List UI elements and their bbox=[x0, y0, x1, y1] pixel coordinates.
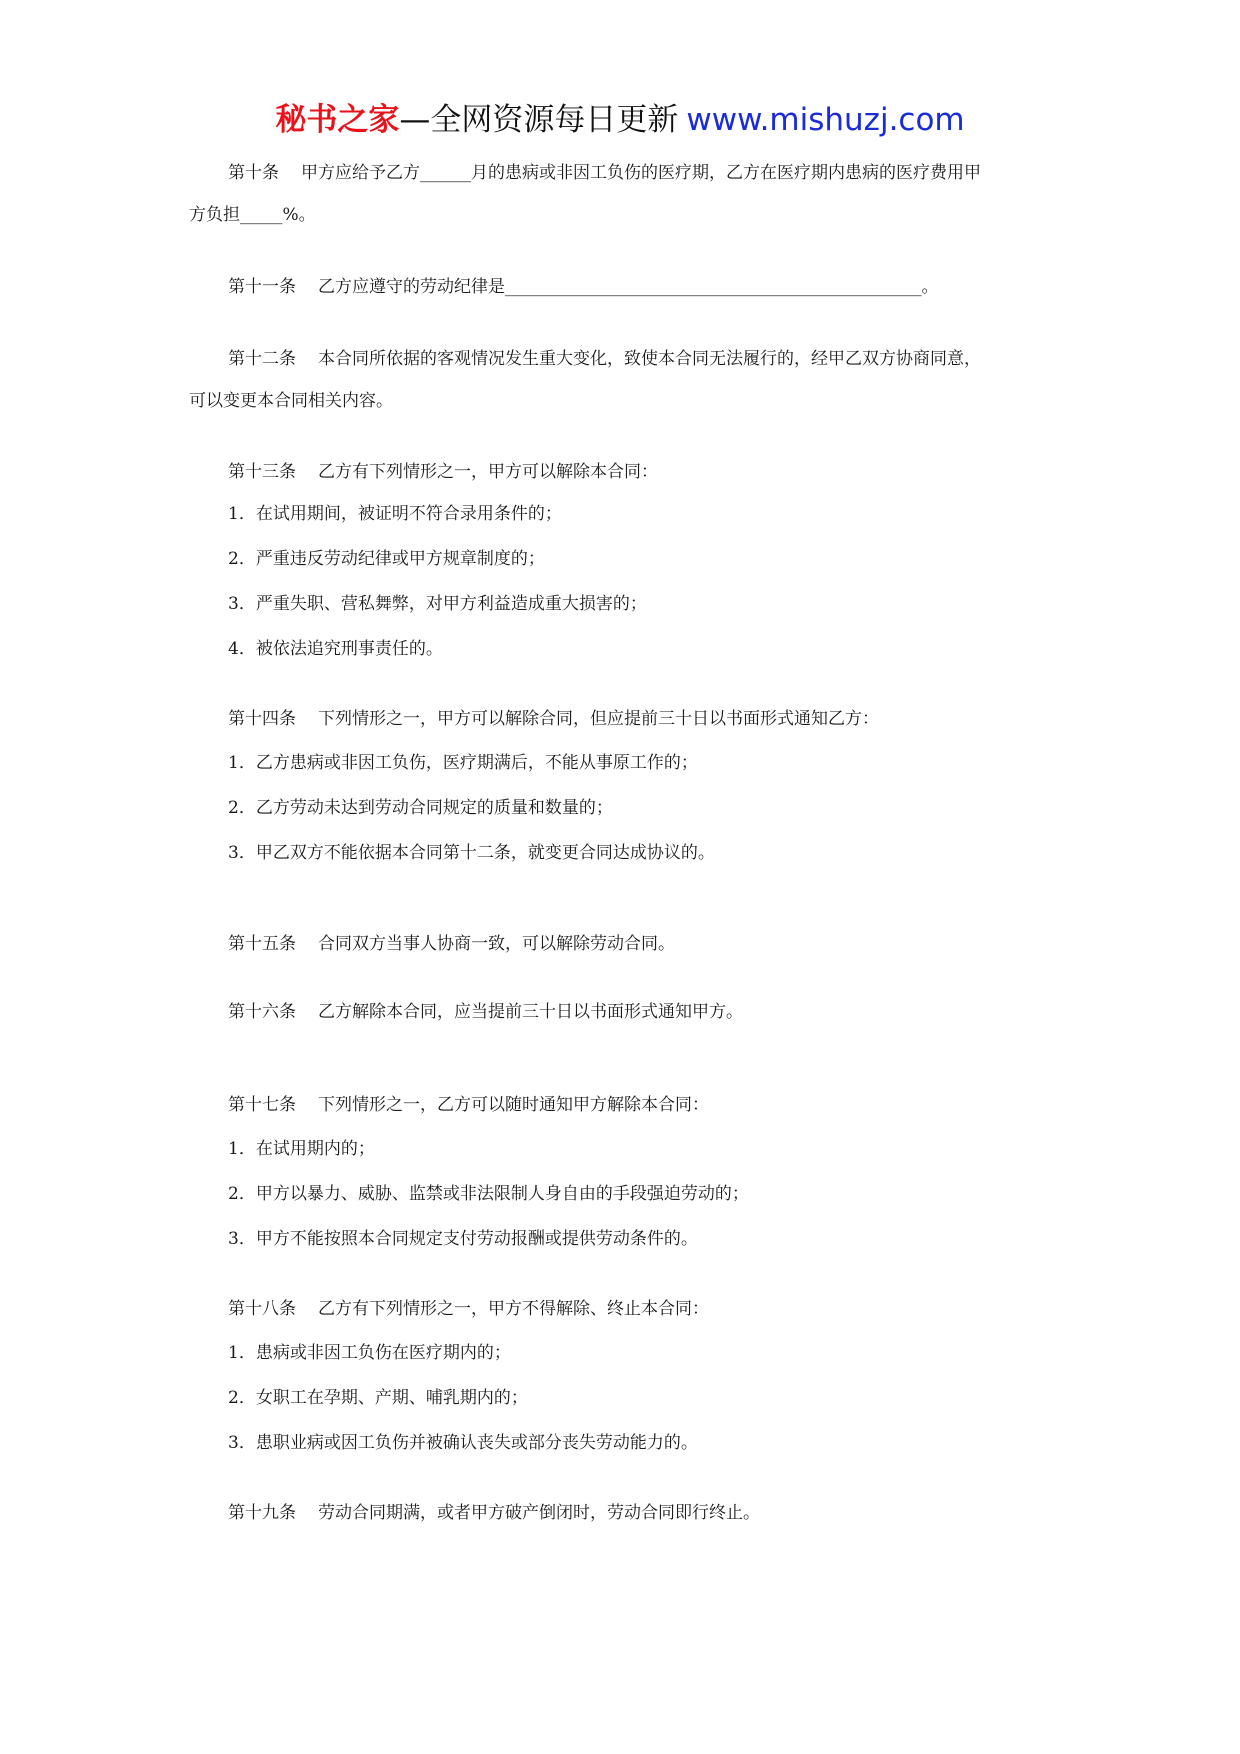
list-item: 1．在试用期内的； bbox=[228, 1139, 375, 1159]
banner-url[interactable]: www.mishuzj.com bbox=[686, 102, 965, 138]
article-16 bbox=[0, 999, 1240, 1025]
article-text: 合同双方当事人协商一致，可以解除劳动合同。 bbox=[318, 934, 675, 954]
article-text-continued: 可以变更本合同相关内容。 bbox=[189, 391, 393, 411]
list-item: 3．甲方不能按照本合同规定支付劳动报酬或提供劳动条件的。 bbox=[228, 1229, 698, 1249]
list-item: 1．乙方患病或非因工负伤，医疗期满后，不能从事原工作的； bbox=[228, 753, 698, 773]
banner-tagline: —全网资源每日更新 bbox=[399, 102, 679, 138]
article-17 bbox=[0, 1092, 1240, 1118]
article-label: 第十八条 bbox=[228, 1299, 296, 1319]
article-text: 乙方有下列情形之一，甲方不得解除、终止本合同： bbox=[318, 1299, 709, 1319]
list-item: 2．严重违反劳动纪律或甲方规章制度的； bbox=[228, 549, 545, 569]
article-text: 本合同所依据的客观情况发生重大变化，致使本合同无法履行的，经甲乙双方协商同意， bbox=[318, 349, 981, 369]
article-text-continued: 方负担_____%。 bbox=[189, 205, 316, 225]
article-label: 第十六条 bbox=[228, 1002, 296, 1022]
article-label: 第十七条 bbox=[228, 1095, 296, 1115]
article-10-line-1 bbox=[0, 160, 1240, 186]
article-text: 甲方应给予乙方______月的患病或非因工负伤的医疗期，乙方在医疗期内患病的医疗费用甲 bbox=[301, 163, 981, 183]
article-label: 第十四条 bbox=[228, 709, 296, 729]
article-text: 乙方应遵守的劳动纪律是_________________________________________________。 bbox=[318, 277, 939, 297]
article-label: 第十一条 bbox=[228, 277, 296, 297]
list-item: 1．在试用期间，被证明不符合录用条件的； bbox=[228, 504, 562, 524]
list-item: 1．患病或非因工负伤在医疗期内的； bbox=[228, 1343, 511, 1363]
list-item: 3．甲乙双方不能依据本合同第十二条，就变更合同达成协议的。 bbox=[228, 843, 715, 863]
article-10-line-2 bbox=[0, 202, 1240, 228]
list-item: 4．被依法追究刑事责任的。 bbox=[228, 639, 443, 659]
article-text: 劳动合同期满，或者甲方破产倒闭时，劳动合同即行终止。 bbox=[318, 1503, 760, 1523]
banner-brand: 秘书之家 bbox=[275, 102, 400, 138]
article-label: 第十三条 bbox=[228, 462, 296, 482]
article-12-line-2 bbox=[0, 388, 1240, 414]
article-15 bbox=[0, 931, 1240, 957]
article-label: 第十二条 bbox=[228, 349, 296, 369]
article-11 bbox=[0, 274, 1240, 300]
article-label: 第十五条 bbox=[228, 934, 296, 954]
site-banner bbox=[0, 100, 1240, 140]
article-text: 下列情形之一，乙方可以随时通知甲方解除本合同： bbox=[318, 1095, 709, 1115]
article-label: 第十条 bbox=[228, 163, 279, 183]
list-item: 3．严重失职、营私舞弊，对甲方利益造成重大损害的； bbox=[228, 594, 647, 614]
article-text: 下列情形之一，甲方可以解除合同，但应提前三十日以书面形式通知乙方： bbox=[318, 709, 879, 729]
article-19 bbox=[0, 1500, 1240, 1526]
article-label: 第十九条 bbox=[228, 1503, 296, 1523]
list-item: 2．乙方劳动未达到劳动合同规定的质量和数量的； bbox=[228, 798, 613, 818]
article-text: 乙方解除本合同，应当提前三十日以书面形式通知甲方。 bbox=[318, 1002, 743, 1022]
article-12-line-1 bbox=[0, 346, 1240, 372]
list-item: 2．女职工在孕期、产期、哺乳期内的； bbox=[228, 1388, 528, 1408]
article-13 bbox=[0, 459, 1240, 485]
article-14 bbox=[0, 706, 1240, 732]
article-18 bbox=[0, 1296, 1240, 1322]
article-text: 乙方有下列情形之一，甲方可以解除本合同： bbox=[318, 462, 658, 482]
list-item: 2．甲方以暴力、威胁、监禁或非法限制人身自由的手段强迫劳动的； bbox=[228, 1184, 749, 1204]
list-item: 3．患职业病或因工负伤并被确认丧失或部分丧失劳动能力的。 bbox=[228, 1433, 698, 1453]
